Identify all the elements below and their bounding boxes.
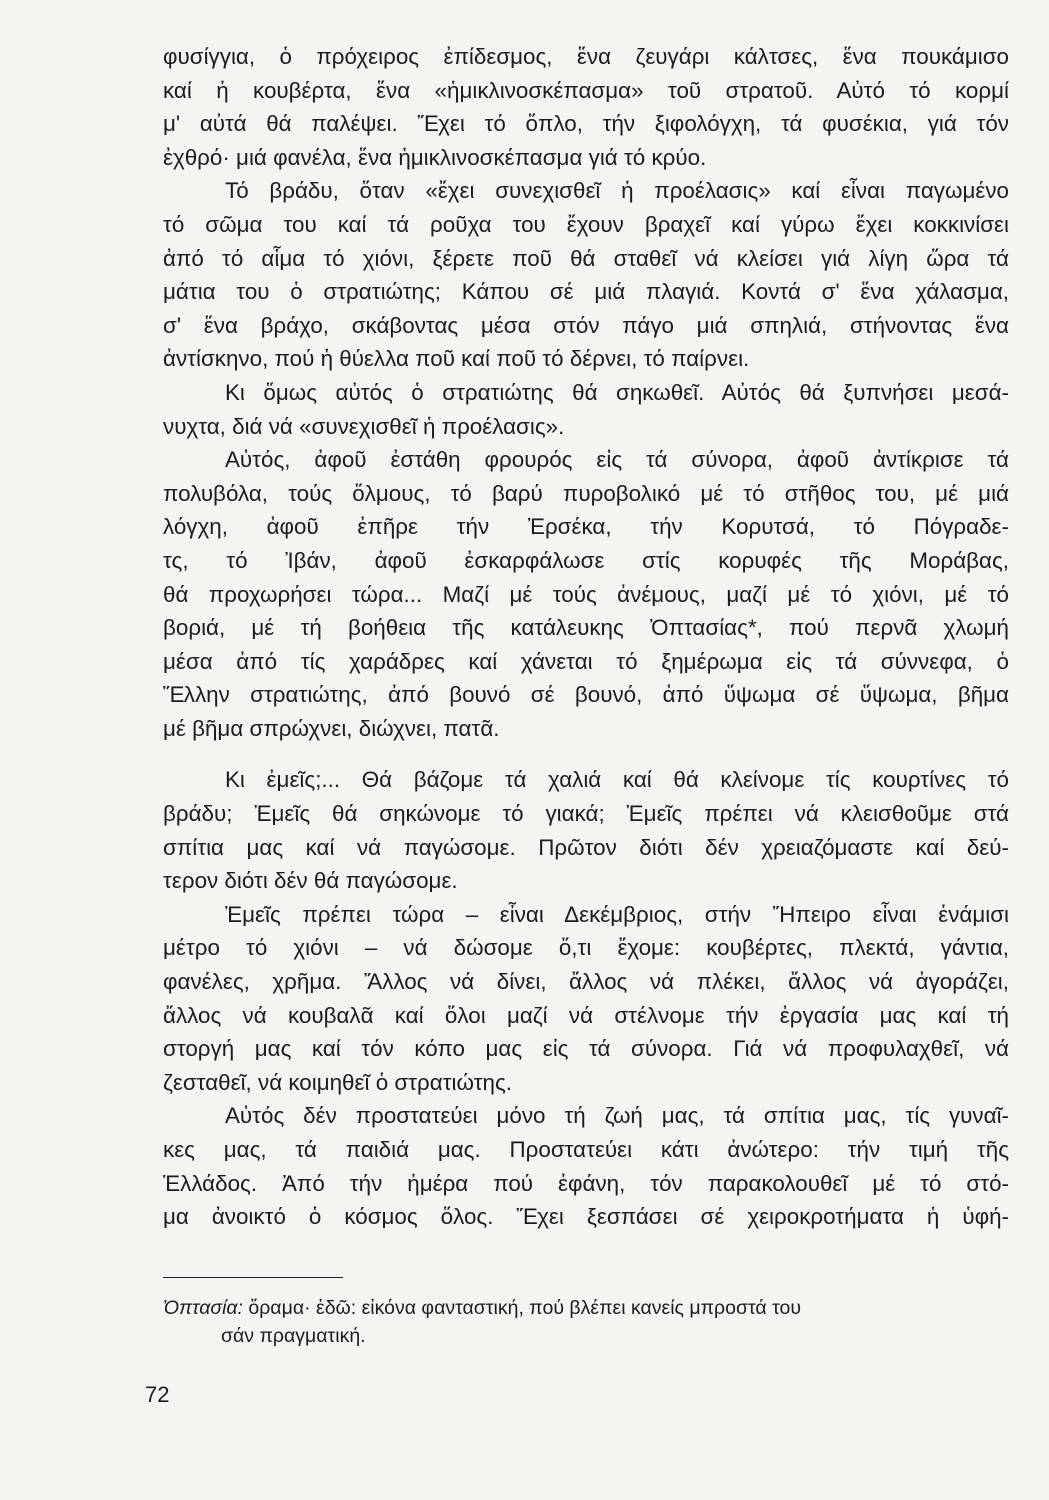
paragraph bbox=[163, 376, 1009, 443]
text-line: Κι ὅμως αὐτός ὁ στρατιώτης θά σηκωθεῖ. Αὐτός θά ξυπνήσει μεσά- bbox=[225, 379, 1009, 405]
footnote-divider bbox=[163, 1277, 343, 1278]
text-line: βοριά, μέ τή βοήθεια τῆς κατάλευκης Ὀπτασίας*, πού περνᾶ χλωμή bbox=[163, 615, 1009, 641]
text-line: μάτια του ὁ στρατιώτης; Κάπου σέ μιά πλαγιά. Κοντά σ' ἕνα χάλασμα, bbox=[163, 279, 1009, 305]
text-line: ἀπό τό αἷμα τό χιόνι, ξέρετε ποῦ θά σταθεῖ νά κλείσει γιά λίγη ὥρα τά bbox=[163, 245, 1009, 271]
text-line: μέτρο τό χιόνι – νά δώσομε ὅ,τι ἔχομε: κουβέρτες, πλεκτά, γάντια, bbox=[163, 935, 1009, 961]
page-number: 72 bbox=[145, 1382, 170, 1407]
text-line: Ἑλλάδος. Ἀπό τήν ἡμέρα πού ἐφάνη, τόν παρακολουθεῖ μέ τό στό- bbox=[163, 1170, 1009, 1196]
paragraph bbox=[163, 40, 1009, 174]
text-line: μ' αὐτά θά παλέψει. Ἔχει τό ὅπλο, τήν ξιφολόγχη, τά φυσέκια, γιά τόν bbox=[163, 111, 1009, 137]
paragraph bbox=[163, 1099, 1009, 1233]
text-line: Ἐμεῖς πρέπει τώρα – εἶναι Δεκέμβριος, στήν Ἤπειρο εἶναι ἑνάμισι bbox=[225, 901, 1009, 927]
text-line: Αὐτός, ἀφοῦ ἐστάθη φρουρός εἰς τά σύνορα, ἀφοῦ ἀντίκρισε τά bbox=[225, 447, 1009, 473]
text-line: φανέλες, χρῆμα. Ἄλλος νά δίνει, ἄλλος νά πλέκει, ἄλλος νά ἀγοράζει, bbox=[163, 969, 1009, 995]
text-line: Ἕλλην στρατιώτης, ἀπό βουνό σέ βουνό, ἀπό ὕψωμα σέ ὕψωμα, βῆμα bbox=[163, 682, 1009, 708]
text-line: λόγχη, ἀφοῦ ἐπῆρε τήν Ἐρσέκα, τήν Κορυτσά, τό Πόγραδε- bbox=[163, 514, 1009, 540]
footnote-line: σάν πραγματική. bbox=[221, 1325, 366, 1347]
footnote-term: Ὀπτασία: bbox=[163, 1297, 243, 1319]
text-line: ἄλλος νά κουβαλᾶ καί ὅλοι μαζί νά στέλνομε τήν ἐργασία μας καί τή bbox=[163, 1002, 1009, 1028]
text-line: νυχτα, διά νά «συνεχισθεῖ ἡ προέλασις». bbox=[163, 413, 565, 439]
text-line: βράδυ; Ἐμεῖς θά σηκώνομε τό γιακά; Ἐμεῖς πρέπει νά κλεισθοῦμε στά bbox=[163, 801, 1009, 827]
text-line: Κι ἐμεῖς;... Θά βάζομε τά χαλιά καί θά κλείνομε τίς κουρτίνες τό bbox=[225, 767, 1009, 793]
text-line: σ' ἕνα βράχο, σκάβοντας μέσα στόν πάγο μιά σπηλιά, στήνοντας ἕνα bbox=[163, 312, 1009, 338]
footnote-line bbox=[163, 1294, 1009, 1322]
text-line: μα ἀνοικτό ὁ κόσμος ὅλος. Ἔχει ξεσπάσει σέ χειροκροτήματα ἡ ὑφή- bbox=[163, 1204, 1009, 1230]
text-line: πολυβόλα, τούς ὅλμους, τό βαρύ πυροβολικό μέ τό στῆθος του, μέ μιά bbox=[163, 480, 1009, 506]
footnote-definition: ὅραμα· ἐδῶ: εἰκόνα φανταστική, πού βλέπει κανείς μπροστά του bbox=[242, 1297, 802, 1319]
text-line: ζεσταθεῖ, νά κοιμηθεῖ ὁ στρατιώτης. bbox=[163, 1069, 513, 1095]
text-line: φυσίγγια, ὁ πρόχειρος ἐπίδεσμος, ἕνα ζευγάρι κάλτσες, ἕνα πουκάμισο bbox=[163, 44, 1009, 69]
text-line: μέ βῆμα σπρώχνει, διώχνει, πατᾶ. bbox=[163, 715, 500, 741]
text-line: ἐχθρό· μιά φανέλα, ἕνα ἡμικλινοσκέπασμα γιά τό κρύο. bbox=[163, 144, 707, 170]
text-line: θά προχωρήσει τώρα... Μαζί μέ τούς ἀνέμους, μαζί μέ τό χιόνι, μέ τό bbox=[163, 581, 1009, 607]
paragraph bbox=[163, 174, 1009, 376]
footnote bbox=[163, 1294, 1009, 1350]
paragraph bbox=[163, 763, 1009, 897]
paragraph bbox=[163, 443, 1009, 745]
text-line: Τό βράδυ, ὅταν «ἔχει συνεχισθεῖ ἡ προέλασις» καί εἶναι παγωμένο bbox=[225, 178, 1009, 204]
text-line: Αὐτός δέν προστατεύει μόνο τή ζωή μας, τά σπίτια μας, τίς γυναῖ- bbox=[225, 1103, 1009, 1129]
text-line: μέσα ἀπό τίς χαράδρες καί χάνεται τό ξημέρωμα εἰς τά σύννεφα, ὁ bbox=[163, 648, 1009, 674]
text-line: τς, τό Ἰβάν, ἀφοῦ ἐσκαρφάλωσε στίς κορυφές τῆς Μοράβας, bbox=[163, 547, 1009, 573]
text-line: σπίτια μας καί νά παγώσομε. Πρῶτον διότι δέν χρειαζόμαστε καί δεύ- bbox=[163, 834, 1009, 860]
text-line: ἀντίσκηνο, πού ἡ θύελλα ποῦ καί ποῦ τό δέρνει, τό παίρνει. bbox=[163, 346, 750, 372]
paragraph bbox=[163, 898, 1009, 1100]
text-line: καί ἡ κουβέρτα, ἕνα «ἡμικλινοσκέπασμα» τοῦ στρατοῦ. Αὐτό τό κορμί bbox=[163, 77, 1009, 103]
text-line: στοργή μας καί τόν κόπο μας εἰς τά σύνορα. Γιά νά προφυλαχθεῖ, νά bbox=[163, 1036, 1009, 1062]
text-line: τό σῶμα του καί τά ροῦχα του ἔχουν βραχεῖ καί γύρω ἔχει κοκκινίσει bbox=[163, 211, 1009, 237]
text-line: κες μας, τά παιδιά μας. Προστατεύει κάτι ἀνώτερο: τήν τιμή τῆς bbox=[163, 1137, 1009, 1162]
body-text bbox=[163, 40, 1009, 1234]
text-line: τερον διότι δέν θά παγώσομε. bbox=[163, 868, 458, 894]
